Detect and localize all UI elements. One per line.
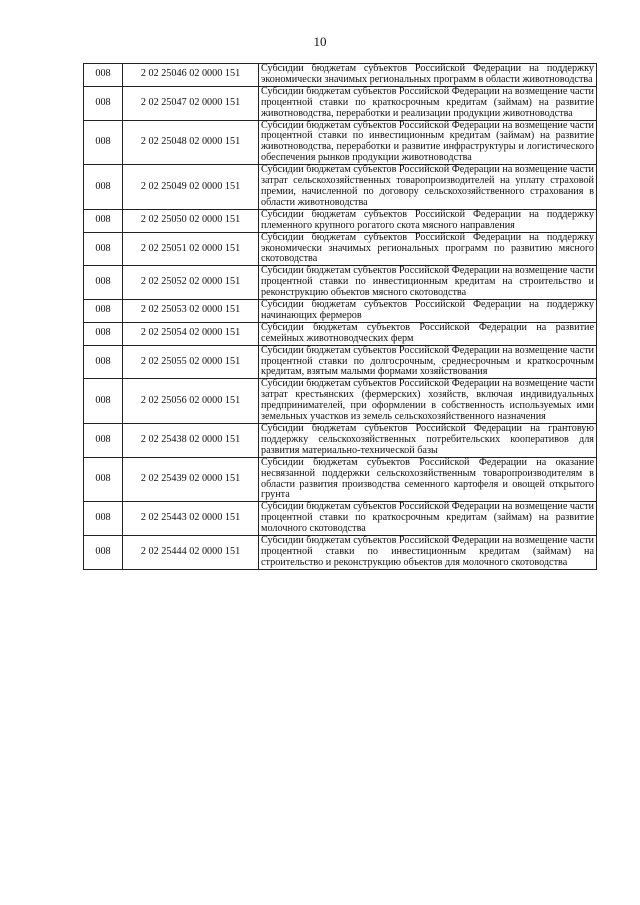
table-row [84, 536, 597, 570]
table-row [84, 86, 597, 120]
table-row [84, 424, 597, 458]
budget-code-cell: 2 02 25050 02 0000 151 [123, 209, 259, 232]
budget-code-cell: 2 02 25055 02 0000 151 [123, 345, 259, 379]
table-row [84, 345, 597, 379]
admin-code-cell: 008 [84, 120, 123, 165]
revenue-name-cell: Субсидии бюджетам субъектов Российской Федерации на поддержку племенного крупного рогатого скота мясного направления [259, 209, 597, 232]
table-row [84, 232, 597, 266]
budget-code-cell: 2 02 25443 02 0000 151 [123, 502, 259, 536]
table-row [84, 266, 597, 300]
budget-code-cell: 2 02 25049 02 0000 151 [123, 165, 259, 210]
table-row [84, 502, 597, 536]
table-row [84, 209, 597, 232]
revenue-name-cell: Субсидии бюджетам субъектов Российской Федерации на возмещение части затрат сельскохозяйственных товаропроизводителей на уплату страховой премии, начисленной по договору сельскохозяйственного страхования в области животноводства [259, 165, 597, 210]
budget-classification-table [83, 63, 597, 570]
budget-code-cell: 2 02 25046 02 0000 151 [123, 64, 259, 87]
budget-code-cell: 2 02 25444 02 0000 151 [123, 536, 259, 570]
admin-code-cell: 008 [84, 300, 123, 323]
budget-code-cell: 2 02 25056 02 0000 151 [123, 379, 259, 424]
revenue-name-cell: Субсидии бюджетам субъектов Российской Федерации на возмещение части процентной ставки по инвестиционным кредитам на строительство и реконструкцию объектов мясного скотоводства [259, 266, 597, 300]
admin-code-cell: 008 [84, 379, 123, 424]
table-body [84, 64, 597, 570]
revenue-name-cell: Субсидии бюджетам субъектов Российской Федерации на возмещение части процентной ставки по краткосрочным кредитам (займам) на развитие животноводства, переработки и реализации продукции животноводства [259, 86, 597, 120]
admin-code-cell: 008 [84, 209, 123, 232]
revenue-name-cell: Субсидии бюджетам субъектов Российской Федерации на поддержку экономически значимых региональных программ по развитию мясного скотоводства [259, 232, 597, 266]
revenue-name-cell: Субсидии бюджетам субъектов Российской Федерации на возмещение части процентной ставки по инвестиционным кредитам (займам) на строительство и реконструкцию объектов для молочного скотоводства [259, 536, 597, 570]
budget-code-cell: 2 02 25051 02 0000 151 [123, 232, 259, 266]
budget-code-cell: 2 02 25048 02 0000 151 [123, 120, 259, 165]
revenue-name-cell: Субсидии бюджетам субъектов Российской Федерации на грантовую поддержку сельскохозяйственных потребительских кооперативов для развития материально-технической базы [259, 424, 597, 458]
admin-code-cell: 008 [84, 86, 123, 120]
table-row [84, 300, 597, 323]
budget-code-cell: 2 02 25047 02 0000 151 [123, 86, 259, 120]
budget-code-cell: 2 02 25439 02 0000 151 [123, 457, 259, 502]
revenue-name-cell: Субсидии бюджетам субъектов Российской Федерации на поддержку экономически значимых региональных программ в области животноводства [259, 64, 597, 87]
admin-code-cell: 008 [84, 502, 123, 536]
budget-code-cell: 2 02 25054 02 0000 151 [123, 322, 259, 345]
budget-code-cell: 2 02 25053 02 0000 151 [123, 300, 259, 323]
admin-code-cell: 008 [84, 266, 123, 300]
revenue-name-cell: Субсидии бюджетам субъектов Российской Федерации на оказание несвязанной поддержки сельскохозяйственным товаропроизводителям в области развития производства семенного картофеля и овощей открытого грунта [259, 457, 597, 502]
budget-code-cell: 2 02 25438 02 0000 151 [123, 424, 259, 458]
admin-code-cell: 008 [84, 232, 123, 266]
admin-code-cell: 008 [84, 64, 123, 87]
revenue-name-cell: Субсидии бюджетам субъектов Российской Федерации на развитие семейных животноводческих ферм [259, 322, 597, 345]
revenue-name-cell: Субсидии бюджетам субъектов Российской Федерации на возмещение части затрат крестьянских (фермерских) хозяйств, включая индивидуальных предпринимателей, при оформлении в собственность используемых ими земельных участков из земель сельскохозяйственного назначения [259, 379, 597, 424]
admin-code-cell: 008 [84, 322, 123, 345]
admin-code-cell: 008 [84, 424, 123, 458]
revenue-name-cell: Субсидии бюджетам субъектов Российской Федерации на возмещение части процентной ставки по краткосрочным кредитам (займам) на развитие молочного скотоводства [259, 502, 597, 536]
admin-code-cell: 008 [84, 165, 123, 210]
admin-code-cell: 008 [84, 345, 123, 379]
revenue-name-cell: Субсидии бюджетам субъектов Российской Федерации на возмещение части процентной ставки по инвестиционным кредитам (займам) на развитие животноводства, переработки и развитие инфраструктуры и логистического обеспечения рынков продукции животноводства [259, 120, 597, 165]
table-row [84, 165, 597, 210]
table-row [84, 322, 597, 345]
revenue-name-cell: Субсидии бюджетам субъектов Российской Федерации на возмещение части процентной ставки по долгосрочным, среднесрочным и краткосрочным кредитам, взятым малыми формами хозяйствования [259, 345, 597, 379]
table-row [84, 457, 597, 502]
table-row [84, 64, 597, 87]
page-number: 10 [313, 34, 327, 49]
table-row [84, 379, 597, 424]
revenue-name-cell: Субсидии бюджетам субъектов Российской Федерации на поддержку начинающих фермеров [259, 300, 597, 323]
table-row [84, 120, 597, 165]
admin-code-cell: 008 [84, 536, 123, 570]
admin-code-cell: 008 [84, 457, 123, 502]
budget-code-cell: 2 02 25052 02 0000 151 [123, 266, 259, 300]
